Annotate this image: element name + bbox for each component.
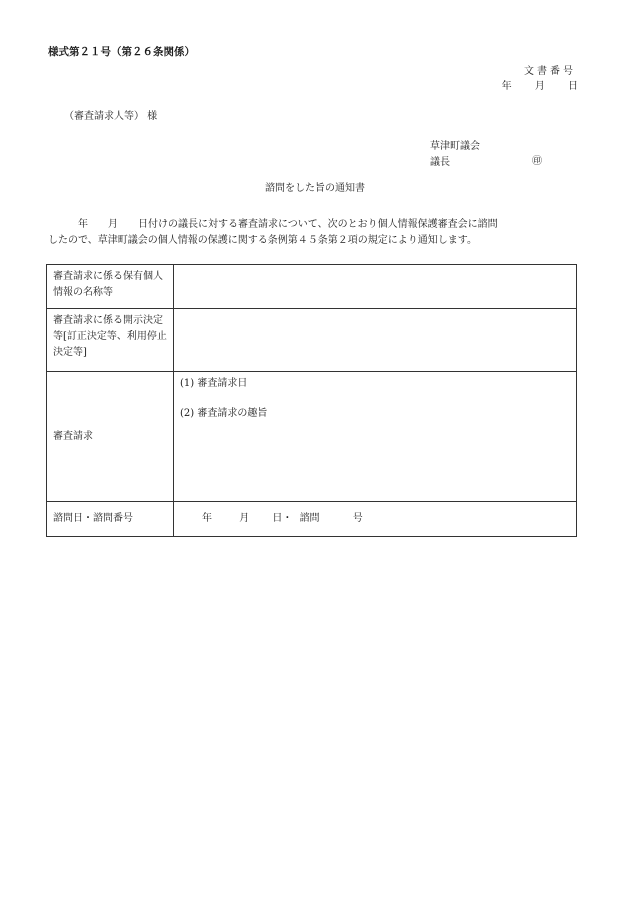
disclosure-decision-label: 審査請求に係る開示決定等[訂正決定等、利用停止決定等] bbox=[47, 309, 174, 372]
body-line-1: 年 月 日付けの議長に対する審査請求について、次のとおり個人情報保護審査会に諮問 bbox=[48, 219, 498, 230]
consult-month: 月 bbox=[239, 513, 250, 524]
consult-day: 日・ bbox=[272, 513, 293, 524]
document-number-label: 文書番号 bbox=[524, 66, 576, 77]
date-month: 月 bbox=[534, 81, 545, 92]
consult-year: 年 bbox=[202, 513, 212, 524]
seal-mark: ㊞ bbox=[532, 156, 542, 167]
form-number-title: 様式第２１号（第２６条関係） bbox=[48, 46, 195, 58]
date-year: 年 bbox=[501, 81, 512, 92]
document-date bbox=[482, 81, 578, 93]
addressee: （審査請求人等） 様 bbox=[64, 111, 158, 122]
sender-organization: 草津町議会 bbox=[430, 141, 480, 152]
consult-date-label: 諮問日・諮問番号 bbox=[47, 502, 174, 537]
consult-number: 号 bbox=[352, 513, 363, 524]
personal-info-name-field[interactable] bbox=[174, 265, 577, 309]
table-row bbox=[47, 502, 577, 537]
consult-label: 諮問 bbox=[299, 513, 320, 524]
request-date-item: (1) 審査請求日 bbox=[180, 378, 248, 389]
consultation-details-table bbox=[46, 264, 577, 537]
request-purpose-item: (2) 審査請求の趣旨 bbox=[180, 408, 268, 419]
body-line-2: したので、草津町議会の個人情報の保護に関する条例第４５条第２項の規定により通知します。 bbox=[48, 235, 477, 246]
table-row bbox=[47, 309, 577, 372]
sender-title: 議長 bbox=[430, 157, 450, 168]
table-row bbox=[47, 372, 577, 502]
consult-date-field[interactable] bbox=[174, 502, 577, 537]
date-day: 日 bbox=[568, 81, 578, 92]
table-row bbox=[47, 265, 577, 309]
request-field[interactable] bbox=[174, 372, 577, 502]
body-paragraph bbox=[48, 217, 578, 249]
disclosure-decision-field[interactable] bbox=[174, 309, 577, 372]
notice-title: 諮問をした旨の通知書 bbox=[265, 183, 365, 194]
personal-info-name-label: 審査請求に係る保有個人情報の名称等 bbox=[47, 265, 174, 309]
request-label: 審査請求 bbox=[47, 372, 174, 502]
